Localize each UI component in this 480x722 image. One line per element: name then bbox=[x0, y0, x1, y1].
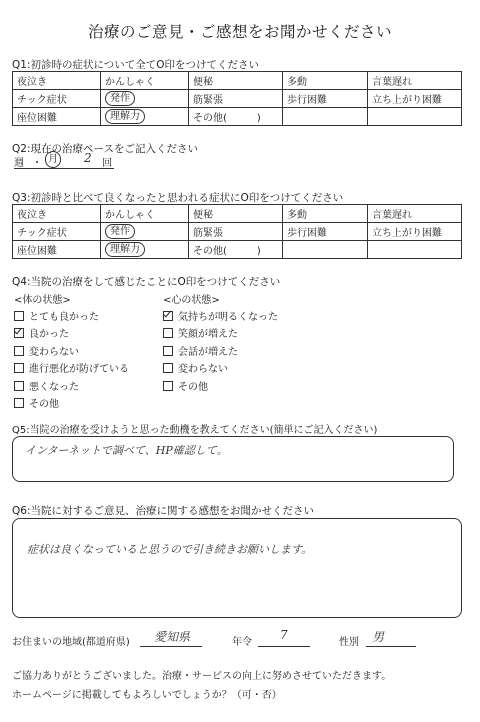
q3-cell: 言葉遅れ bbox=[368, 205, 462, 223]
q3-cell: 便秘 bbox=[189, 205, 283, 223]
q3-cell bbox=[101, 223, 189, 241]
q4-body-option bbox=[14, 360, 129, 375]
q2-unit-label: 回 bbox=[102, 158, 112, 169]
thanks-text: ご協力ありがとうございました。治療・サービスの向上に努めさせていただきます。 bbox=[12, 671, 392, 682]
q1-cell: かんしゃく bbox=[101, 72, 189, 90]
q3-cell: チック症状 bbox=[13, 223, 101, 241]
q1-cell: 筋緊張 bbox=[189, 90, 283, 108]
checkbox-icon bbox=[14, 346, 24, 356]
sex-field bbox=[366, 628, 416, 647]
q4-mind-option bbox=[163, 325, 238, 340]
checkbox-icon bbox=[163, 328, 173, 338]
q4-mind-option bbox=[163, 360, 228, 375]
q1-cell bbox=[101, 90, 189, 108]
checkbox-icon bbox=[14, 381, 24, 391]
q5-heading: Q5:当院の治療を受けようと思った動機を教えてください(簡単にご記入ください) bbox=[12, 425, 378, 436]
q1-cell bbox=[368, 108, 462, 126]
age-label: 年令 bbox=[232, 637, 252, 648]
q4-mind-option bbox=[163, 378, 208, 393]
q4-body-option bbox=[14, 395, 59, 410]
q1-circled-option: 理解力 bbox=[105, 109, 145, 124]
checkbox-icon bbox=[14, 363, 24, 373]
q2-heading: Q2:現在の治療ペースをご記入ください bbox=[12, 143, 198, 155]
q3-cell: 多動 bbox=[283, 205, 368, 223]
option-label: その他 bbox=[29, 399, 59, 410]
option-label: 進行悪化が防げている bbox=[29, 364, 129, 375]
q2-week-label: 週 bbox=[14, 158, 24, 169]
sex-label: 性別 bbox=[339, 637, 359, 648]
option-label: 変わらない bbox=[29, 347, 79, 358]
option-label: 気持ちが明るくなった bbox=[178, 312, 278, 323]
q3-symptom-table bbox=[12, 204, 462, 259]
q3-cell bbox=[101, 241, 189, 259]
option-label: 良かった bbox=[29, 329, 69, 340]
region-field bbox=[140, 628, 202, 647]
option-label: 笑顔が増えた bbox=[178, 329, 238, 340]
q1-heading: Q1:初診時の症状について全てO印をつけてください bbox=[12, 59, 260, 71]
q3-cell: 夜泣き bbox=[13, 205, 101, 223]
checked-checkbox-icon bbox=[163, 311, 173, 321]
q4-body-option bbox=[14, 308, 99, 323]
option-label: 会話が増えた bbox=[178, 347, 238, 358]
checkbox-icon bbox=[14, 311, 24, 321]
q3-heading: Q3:初診時と比べて良くなったと思われる症状にO印をつけてください bbox=[12, 192, 344, 204]
q3-cell: 立ち上がり困難 bbox=[368, 223, 462, 241]
checkbox-icon bbox=[163, 363, 173, 373]
q4-body-option bbox=[14, 378, 79, 393]
q6-heading: Q6:当院に対するご意見、治療に関する感想をお聞かせください bbox=[12, 505, 314, 517]
q3-cell: 座位困難 bbox=[13, 241, 101, 259]
q6-answer-text: 症状は良くなっていると思うので引き続きお願いします。 bbox=[27, 543, 313, 556]
q3-cell: その他( ) bbox=[189, 241, 283, 259]
q3-circled-option: 理解力 bbox=[105, 242, 145, 257]
q5-answer-box bbox=[12, 436, 454, 482]
age-field bbox=[258, 628, 310, 647]
q2-count-value: 2 bbox=[84, 151, 92, 165]
q3-cell: 筋緊張 bbox=[189, 223, 283, 241]
q1-cell: 歩行困難 bbox=[283, 90, 368, 108]
checkbox-icon bbox=[14, 398, 24, 408]
table-row bbox=[13, 241, 462, 259]
q1-cell: 言葉遅れ bbox=[368, 72, 462, 90]
q1-circled-option: 発作 bbox=[105, 91, 135, 106]
permission-text: ホームページに掲載してもよろしいでしょうか？（可・否） bbox=[12, 690, 282, 701]
q4-mind-option bbox=[163, 343, 238, 358]
q4-body-option bbox=[14, 325, 69, 340]
checked-checkbox-icon bbox=[14, 328, 24, 338]
table-row bbox=[13, 90, 462, 108]
q2-separator: ・ bbox=[32, 158, 42, 169]
q4-body-label: <体の状態> bbox=[14, 295, 71, 306]
q4-mind-option bbox=[163, 308, 278, 323]
option-label: その他 bbox=[178, 382, 208, 393]
option-label: とても良かった bbox=[29, 312, 99, 323]
table-row bbox=[13, 205, 462, 223]
q4-heading: Q4:当院の治療をして感じたことにO印をつけてください bbox=[12, 276, 281, 288]
q5-answer-text: インターネットで調べて、HP確認して。 bbox=[25, 444, 228, 457]
sex-value: 男 bbox=[372, 630, 385, 644]
q1-cell: 座位困難 bbox=[13, 108, 101, 126]
q3-circled-option: 発作 bbox=[105, 224, 135, 239]
q3-cell bbox=[368, 241, 462, 259]
q4-body-option bbox=[14, 343, 79, 358]
q3-cell: かんしゃく bbox=[101, 205, 189, 223]
q1-cell: チック症状 bbox=[13, 90, 101, 108]
q2-pace-field bbox=[14, 153, 114, 169]
region-label: お住まいの地域(都道府県) bbox=[12, 637, 130, 648]
region-value: 愛知県 bbox=[154, 630, 191, 644]
q1-cell bbox=[283, 108, 368, 126]
q1-cell bbox=[101, 108, 189, 126]
option-label: 変わらない bbox=[178, 364, 228, 375]
age-value: 7 bbox=[280, 628, 288, 642]
table-row bbox=[13, 72, 462, 90]
q1-symptom-table bbox=[12, 71, 462, 126]
q3-cell bbox=[283, 241, 368, 259]
q4-mind-label: <心の状態> bbox=[163, 295, 220, 306]
option-label: 悪くなった bbox=[29, 382, 79, 393]
q1-cell: 立ち上がり困難 bbox=[368, 90, 462, 108]
form-title: 治療のご意見・ご感想をお聞かせください bbox=[87, 23, 392, 41]
checkbox-icon bbox=[163, 346, 173, 356]
q1-cell: 便秘 bbox=[189, 72, 283, 90]
q2-month-circled: 月 bbox=[45, 151, 61, 168]
table-row bbox=[13, 108, 462, 126]
q1-cell: 夜泣き bbox=[13, 72, 101, 90]
q1-cell: 多動 bbox=[283, 72, 368, 90]
checkbox-icon bbox=[163, 381, 173, 391]
table-row bbox=[13, 223, 462, 241]
q6-answer-box bbox=[12, 518, 462, 618]
q3-cell: 歩行困難 bbox=[283, 223, 368, 241]
q1-cell: その他( ) bbox=[189, 108, 283, 126]
